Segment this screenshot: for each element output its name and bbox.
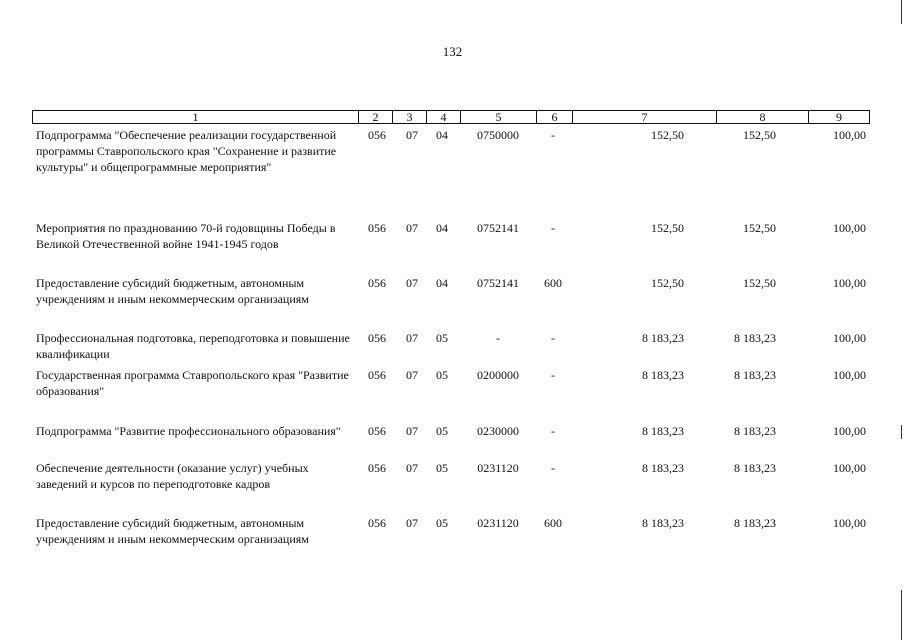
row-col-9: 100,00 bbox=[833, 128, 866, 142]
row-col-7: 152,50 bbox=[651, 221, 684, 235]
row-name: Обеспечение деятельности (оказание услуг) учебных заведений и курсов по переподготовке кадров bbox=[36, 461, 309, 491]
row-col-2: 056 bbox=[368, 424, 386, 438]
row-col-4: 04 bbox=[436, 221, 448, 235]
row-col-8: 8 183,23 bbox=[734, 461, 776, 475]
header-col-8: 8 bbox=[717, 111, 809, 123]
row-col-8: 152,50 bbox=[743, 221, 776, 235]
row-col-8: 152,50 bbox=[743, 128, 776, 142]
row-col-5: - bbox=[496, 331, 500, 345]
row-col-6: - bbox=[551, 128, 555, 142]
row-col-9: 100,00 bbox=[833, 331, 866, 345]
row-col-9: 100,00 bbox=[833, 368, 866, 382]
row-name: Профессиональная подготовка, переподготовка и повышение квалификации bbox=[36, 331, 350, 361]
header-col-6: 6 bbox=[537, 111, 573, 123]
table-header bbox=[32, 110, 870, 124]
header-col-5: 5 bbox=[461, 111, 537, 123]
row-col-2: 056 bbox=[368, 368, 386, 382]
row-col-9: 100,00 bbox=[833, 424, 866, 438]
row-col-6: - bbox=[551, 221, 555, 235]
row-col-2: 056 bbox=[368, 128, 386, 142]
row-col-3: 07 bbox=[406, 276, 418, 290]
row-col-9: 100,00 bbox=[833, 221, 866, 235]
row-col-3: 07 bbox=[406, 331, 418, 345]
row-col-7: 8 183,23 bbox=[642, 516, 684, 530]
row-col-5: 0200000 bbox=[477, 368, 519, 382]
row-col-3: 07 bbox=[406, 221, 418, 235]
row-col-9: 100,00 bbox=[833, 516, 866, 530]
scan-edge-mark bbox=[901, 590, 902, 640]
row-col-3: 07 bbox=[406, 368, 418, 382]
row-col-6: - bbox=[551, 368, 555, 382]
row-name: Предоставление субсидий бюджетным, автономным учреждениям и иным некоммерческим организациям bbox=[36, 516, 309, 546]
row-name: Предоставление субсидий бюджетным, автономным учреждениям и иным некоммерческим организациям bbox=[36, 276, 309, 306]
row-col-3: 07 bbox=[406, 461, 418, 475]
row-col-3: 07 bbox=[406, 128, 418, 142]
row-col-4: 05 bbox=[436, 516, 448, 530]
header-col-3: 3 bbox=[393, 111, 427, 123]
row-col-9: 100,00 bbox=[833, 276, 866, 290]
row-col-5: 0752141 bbox=[477, 276, 519, 290]
row-col-5: 0750000 bbox=[477, 128, 519, 142]
scan-edge-mark bbox=[901, 0, 902, 24]
row-col-6: - bbox=[551, 461, 555, 475]
header-col-4: 4 bbox=[427, 111, 461, 123]
row-col-2: 056 bbox=[368, 331, 386, 345]
row-col-4: 05 bbox=[436, 331, 448, 345]
row-col-3: 07 bbox=[406, 516, 418, 530]
row-col-5: 0231120 bbox=[477, 516, 519, 530]
row-col-8: 8 183,23 bbox=[734, 516, 776, 530]
row-col-9: 100,00 bbox=[833, 461, 866, 475]
row-col-6: - bbox=[551, 331, 555, 345]
row-col-7: 8 183,23 bbox=[642, 331, 684, 345]
row-col-2: 056 bbox=[368, 221, 386, 235]
row-col-7: 152,50 bbox=[651, 276, 684, 290]
row-col-6: - bbox=[551, 424, 555, 438]
header-col-7: 7 bbox=[573, 111, 717, 123]
row-col-2: 056 bbox=[368, 461, 386, 475]
row-col-8: 8 183,23 bbox=[734, 331, 776, 345]
row-col-8: 8 183,23 bbox=[734, 368, 776, 382]
row-col-6: 600 bbox=[544, 276, 562, 290]
header-col-2: 2 bbox=[359, 111, 393, 123]
row-col-4: 04 bbox=[436, 276, 448, 290]
row-col-2: 056 bbox=[368, 276, 386, 290]
row-name: Мероприятия по празднованию 70-й годовщины Победы в Великой Отечественной войне 1941-1945 годов bbox=[36, 221, 336, 251]
row-name: Подпрограмма "Обеспечение реализации государственной программы Ставропольского края "Сохранение и развитие культуры" и общепрограммные мероприятия" bbox=[36, 128, 337, 174]
row-col-7: 8 183,23 bbox=[642, 461, 684, 475]
row-col-4: 05 bbox=[436, 368, 448, 382]
row-col-5: 0231120 bbox=[477, 461, 519, 475]
row-col-8: 8 183,23 bbox=[734, 424, 776, 438]
scan-edge-mark bbox=[901, 425, 902, 439]
row-col-7: 152,50 bbox=[651, 128, 684, 142]
row-col-8: 152,50 bbox=[743, 276, 776, 290]
header-col-1: 1 bbox=[33, 111, 359, 123]
row-col-7: 8 183,23 bbox=[642, 424, 684, 438]
row-col-2: 056 bbox=[368, 516, 386, 530]
row-col-5: 0752141 bbox=[477, 221, 519, 235]
row-name: Государственная программа Ставропольского края "Развитие образования" bbox=[36, 368, 349, 398]
row-col-5: 0230000 bbox=[477, 424, 519, 438]
row-col-7: 8 183,23 bbox=[642, 368, 684, 382]
row-col-4: 04 bbox=[436, 128, 448, 142]
row-col-4: 05 bbox=[436, 461, 448, 475]
header-col-9: 9 bbox=[836, 110, 842, 124]
row-col-6: 600 bbox=[544, 516, 562, 530]
row-name: Подпрограмма "Развитие профессионального образования" bbox=[36, 424, 341, 438]
page-number: 132 bbox=[442, 44, 463, 59]
row-col-4: 05 bbox=[436, 424, 448, 438]
row-col-3: 07 bbox=[406, 424, 418, 438]
